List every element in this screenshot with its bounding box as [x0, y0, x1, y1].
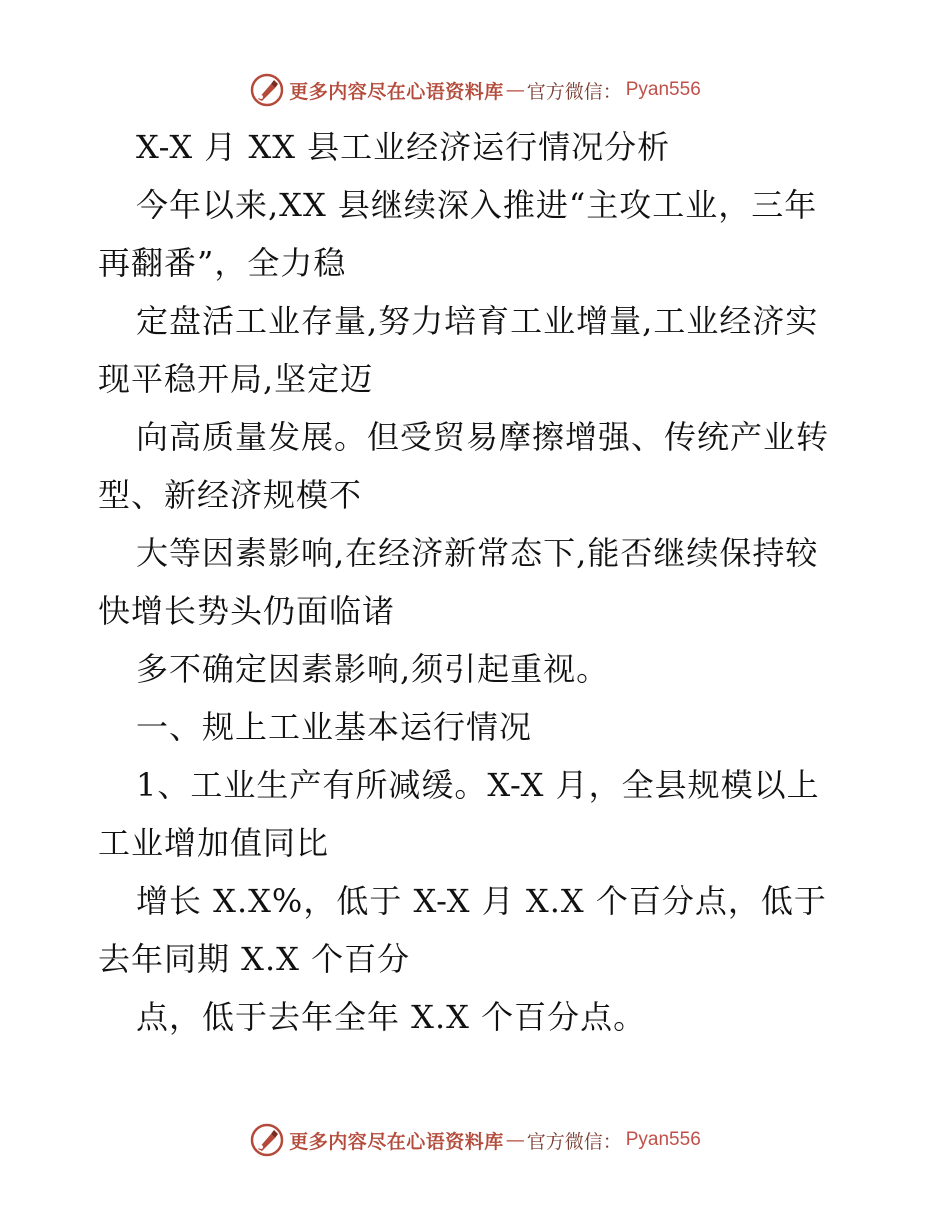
text-line: 定盘活工业存量,努力培育工业增量,工业经济实	[136, 302, 819, 340]
text-line: 点，低于去年全年 X.X 个百分点。	[136, 998, 647, 1036]
watermark-separator: —	[505, 1129, 525, 1151]
text-line: 工业增加值同比	[98, 824, 330, 862]
watermark-wechat-label: 官方微信：	[526, 80, 622, 103]
header-watermark	[0, 70, 950, 110]
text-line: 向高质量发展。但受贸易摩擦增强、传统产业转	[136, 418, 830, 456]
watermark-brand: 更多内容尽在心语资料库	[289, 1130, 504, 1153]
watermark-brand: 更多内容尽在心语资料库	[289, 80, 504, 103]
text-line: 去年同期 X.X 个百分	[98, 940, 411, 978]
watermark-wechat-label: 官方微信：	[526, 1130, 622, 1153]
text-line: 增长 X.X%，低于 X-X 月 X.X 个百分点，低于	[136, 882, 827, 920]
text-line: 再翻番”，全力稳	[98, 244, 347, 282]
pen-logo-icon	[249, 72, 285, 108]
text-line: 大等因素影响,在经济新常态下,能否继续保持较	[136, 534, 819, 572]
footer-watermark	[0, 1120, 950, 1160]
watermark-wechat-id: Pyan556	[625, 1129, 701, 1150]
document-body	[98, 118, 858, 1046]
watermark-wechat-id: Pyan556	[625, 79, 701, 100]
text-line: 型、新经济规模不	[98, 476, 363, 514]
pen-logo-icon	[249, 1122, 285, 1158]
text-line: 快增长势头仍面临诸	[98, 592, 396, 630]
text-line: 1、工业生产有所减缓。X-X 月，全县规模以上	[136, 766, 820, 804]
doc-title: X-X 月 XX 县工业经济运行情况分析	[136, 128, 671, 166]
watermark-separator: —	[505, 79, 525, 101]
section-heading: 一、规上工业基本运行情况	[136, 708, 533, 746]
text-line: 多不确定因素影响,须引起重视。	[136, 650, 610, 688]
text-line: 现平稳开局,坚定迈	[98, 360, 374, 398]
text-line: 今年以来,XX 县继续深入推进“主攻工业，三年	[136, 186, 818, 224]
